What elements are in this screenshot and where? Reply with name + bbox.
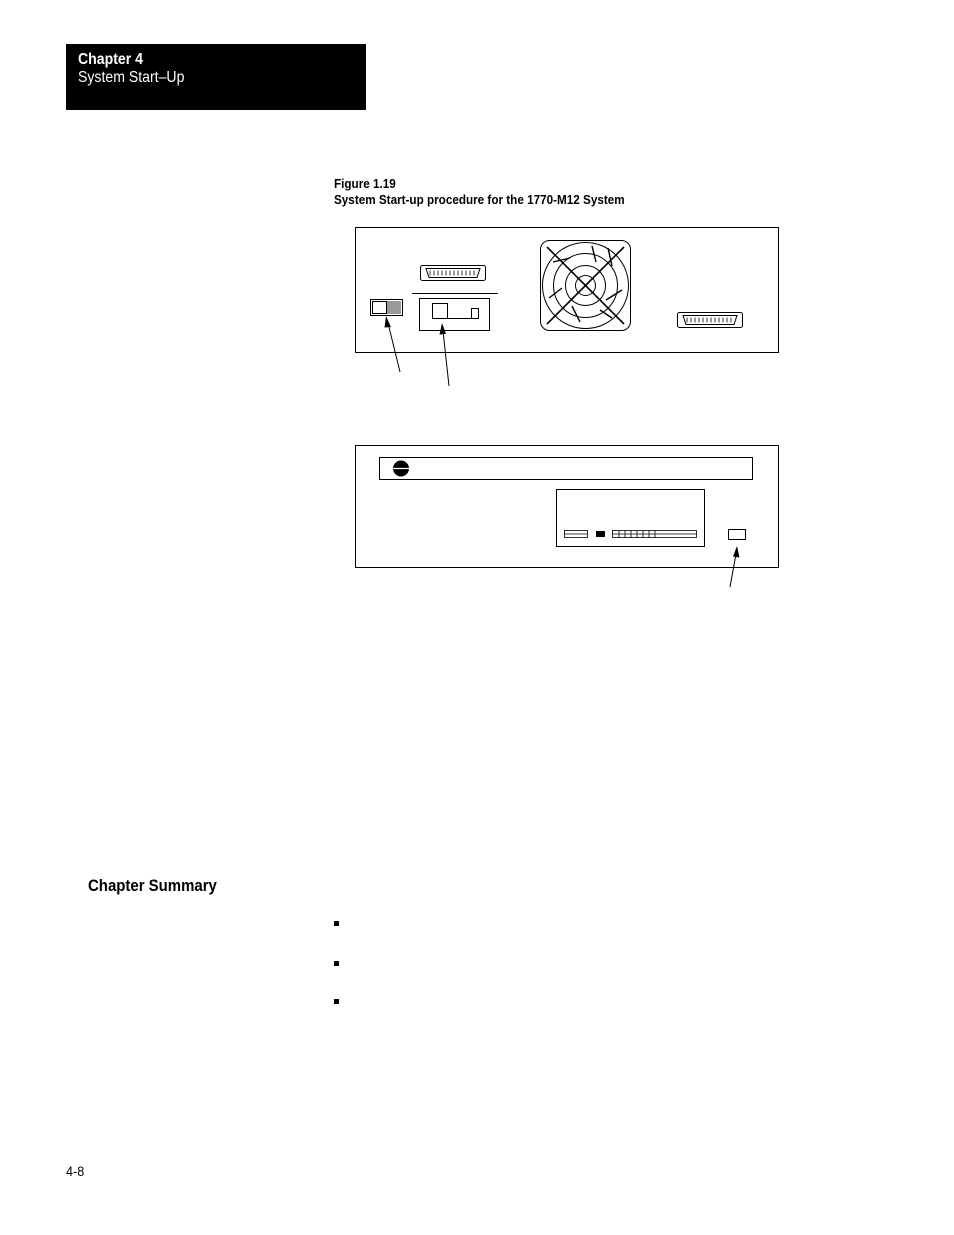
page-number: 4-8 bbox=[66, 1163, 85, 1179]
summary-bullet-2 bbox=[334, 961, 339, 966]
voltage-selector-switch bbox=[371, 300, 403, 316]
chapter-title: System Start–Up bbox=[78, 69, 185, 86]
drive-slot-right bbox=[612, 530, 697, 538]
summary-bullet-3 bbox=[334, 999, 339, 1004]
drive-slot-left bbox=[564, 531, 588, 538]
chapter-summary-heading: Chapter Summary bbox=[88, 876, 217, 895]
summary-bullet-1 bbox=[334, 921, 339, 926]
parallel-port-connector bbox=[421, 266, 486, 281]
power-inlet-module bbox=[420, 299, 490, 331]
chapter-number: Chapter 4 bbox=[78, 51, 143, 68]
drive-activity-led bbox=[596, 531, 605, 537]
figure-title: System Start-up procedure for the 1770-M12 System bbox=[334, 192, 625, 207]
switch-leader-arrow bbox=[385, 316, 401, 372]
serial-port-connector bbox=[678, 313, 743, 328]
inlet-leader-arrow bbox=[440, 323, 450, 386]
front-bezel-strip bbox=[380, 458, 753, 480]
reset-button-outline bbox=[729, 530, 746, 540]
front-panel-outline bbox=[356, 446, 779, 568]
drive-bay-outline bbox=[557, 490, 705, 547]
reset-leader-arrow bbox=[730, 546, 740, 587]
cooling-fan-grille bbox=[541, 241, 631, 331]
figure-number: Figure 1.19 bbox=[334, 176, 396, 191]
power-indicator-icon bbox=[393, 461, 409, 477]
